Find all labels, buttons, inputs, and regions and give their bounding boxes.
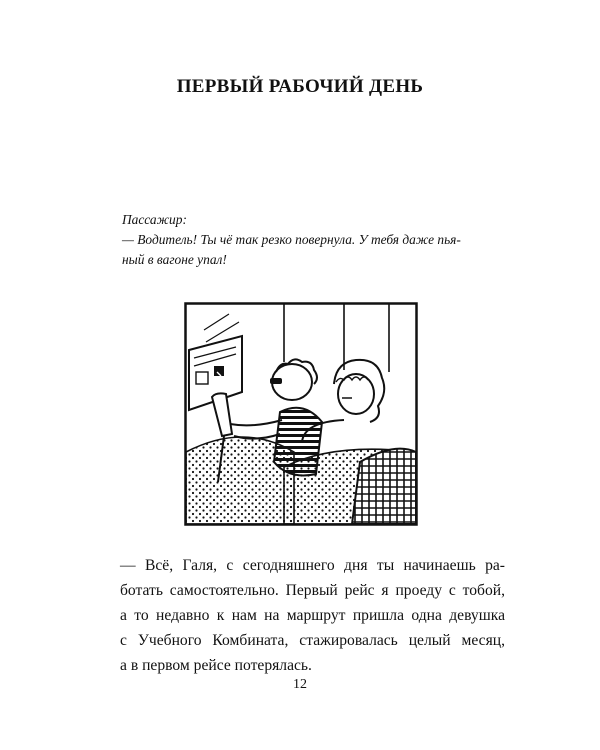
paragraph-line-5: а в первом рейсе потерялась. [120, 657, 312, 674]
epigraph-line-1: — Водитель! Ты чё так резко повернула. У тебя даже пья- [122, 232, 461, 247]
tram-cabin-illustration [184, 302, 418, 526]
paragraph-line-4: с Учебного Комбината, стажировалась целый месяц, [120, 632, 505, 649]
paragraph-line-1: — Всё, Галя, с сегодняшнего дня ты начинаешь ра- [120, 557, 505, 574]
chapter-title: ПЕРВЫЙ РАБОЧИЙ ДЕНЬ [176, 76, 424, 97]
page-number: 12 [293, 677, 307, 692]
paragraph-line-3: а то недавно к нам на маршрут пришла одна девушка [120, 607, 505, 624]
epigraph-line-2: ный в вагоне упал! [122, 252, 227, 267]
epigraph [122, 210, 502, 270]
paragraph-line-2: ботать самостоятельно. Первый рейс я проеду с тобой, [120, 582, 505, 599]
epigraph-speaker: Пассажир: [122, 212, 187, 227]
main-paragraph [120, 553, 505, 678]
